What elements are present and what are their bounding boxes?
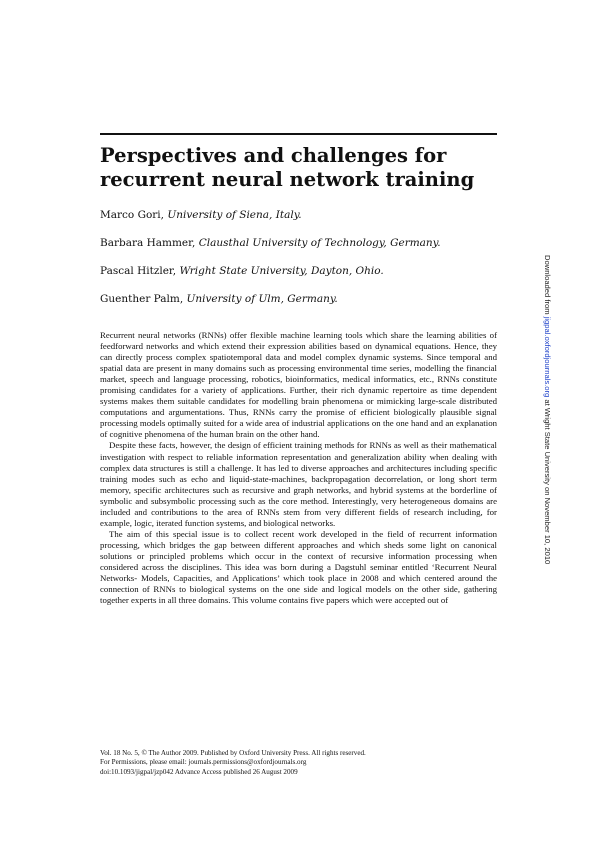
author-4 [100,293,497,306]
paper-title [100,144,497,192]
title-line-1: Perspectives and challenges for [100,144,447,167]
author-name: Guenther Palm, [100,293,184,305]
author-3 [100,265,497,278]
publication-footer [100,749,497,777]
journal-link[interactable]: jigpal.oxfordjournals.org [543,316,552,398]
watermark-suffix: at Wright State University on November 10, 2010 [543,397,552,565]
download-watermark [540,255,552,595]
title-line-2: recurrent neural network training [100,168,475,191]
author-2 [100,237,497,250]
author-name: Marco Gori, [100,209,164,221]
title-rule [100,133,497,135]
watermark-prefix: Downloaded from [543,255,552,317]
author-name: Barbara Hammer, [100,237,196,249]
paragraph-2: Despite these facts, however, the design of efficient training methods for RNNs as well as their mathematical investigation with respect to reliable information representation and generalization ability when dealing with complex data structures is still a challenge. It has led to diverse approaches and architectures including specific training modes such as echo and liquid-state-machines, backpropagation decorrelation, or long short term memory, specific architectures such as recursive and graph networks, and hybrid systems at the borderline of symbolic and subsymbolic processing such as the core method. Interestingly, very heterogeneous domains are included and contributions to the area of RNNs stem from very different fields of research including, for example, logic, iterated function systems, and biological networks. [100,440,497,528]
author-affiliation: Clausthal University of Technology, Germany. [198,237,441,249]
author-affiliation: University of Ulm, Germany. [186,293,338,305]
author-affiliation: University of Siena, Italy. [167,209,302,221]
body-text [100,330,497,606]
author-1 [100,209,497,222]
paragraph-1: Recurrent neural networks (RNNs) offer flexible machine learning tools which share the learning abilities of feedforward networks and which extend their expression abilities based on dynamical equations. Hence, they can directly process complex spatiotemporal data and model complex dynamic systems. Since temporal and spatial data are present in many domains such as processing environmental time series, modelling the financial market, speech and language processing, robotics, bioinformatics, medical informatics, etc., RNNs constitute promising candidates for a variety of applications. Further, their rich dynamic repertoire as time dependent systems makes them suitable candidates for modelling brain phenomena or mimicking large-scale distributed computations and argumentations. Thus, RNNs carry the promise of efficient biologically plausible signal processing models optimally suited for a wide area of industrial applications on the one hand and an explanation of cognitive phenomena of the human brain on the other hand. [100,330,497,440]
paragraph-3: The aim of this special issue is to collect recent work developed in the field of recurrent information processing, which bridges the gap between different approaches and which sheds some light on canonical solutions or principled problems which occur in the context of recursive information processing when considered across the disciplines. This idea was born during a Dagstuhl seminar entitled ‘Recurrent Neural Networks- Models, Capacities, and Applications’ which took place in 2008 and which centered around the connection of RNNs to biological systems on the one side and logical models on the other side, gathering together experts in all three domains. This volume contains five papers which were accepted out of [100,528,497,606]
download-watermark-text [543,255,552,564]
footer-line-2: For Permissions, please email: journals.permissions@oxfordjournals.org [100,758,307,767]
footer-line-1: Vol. 18 No. 5, © The Author 2009. Published by Oxford University Press. All rights reserved. [100,749,366,757]
author-name: Pascal Hitzler, [100,265,177,277]
footer-line-3: doi:10.1093/jigpal/jzp042 Advance Access published 26 August 2009 [100,767,298,776]
author-affiliation: Wright State University, Dayton, Ohio. [179,265,384,277]
